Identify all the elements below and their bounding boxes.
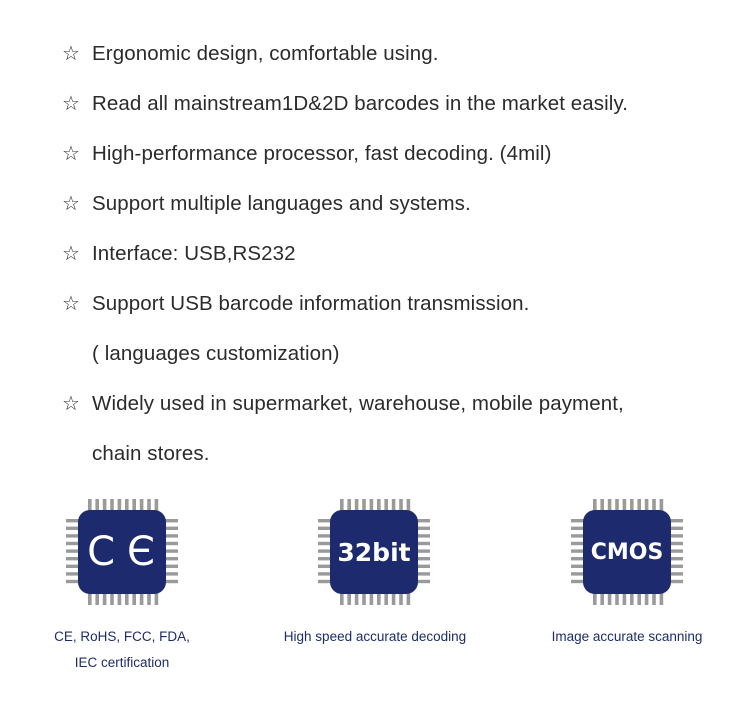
cmos-caption (532, 624, 722, 650)
32bit-caption (270, 624, 480, 650)
feature-text: Read all mainstream1D&2D barcodes in the market easily. (92, 92, 629, 115)
ce-caption (40, 624, 204, 676)
caption-line: High speed accurate decoding (283, 629, 467, 644)
feature-text: High-performance processor, fast decoding. (4mil) (92, 142, 552, 165)
feature-text: Support USB barcode information transmission. (92, 292, 530, 315)
feature-item (62, 240, 296, 268)
feature-text: ( languages customization) (92, 342, 340, 365)
star-icon: ☆ (62, 193, 81, 215)
star-icon: ☆ (62, 243, 81, 265)
feature-item (62, 40, 439, 68)
star-icon: ☆ (62, 93, 81, 115)
feature-item (62, 390, 624, 418)
feature-item (62, 90, 628, 118)
feature-text: Widely used in supermarket, warehouse, mobile payment, (92, 392, 624, 415)
feature-text: Interface: USB,RS232 (92, 242, 296, 265)
feature-item (62, 140, 552, 168)
feature-text: Support multiple languages and systems. (92, 192, 471, 215)
ce-chip-icon (62, 497, 182, 607)
star-icon: ☆ (62, 293, 81, 315)
star-icon: ☆ (62, 143, 81, 165)
feature-item (62, 190, 471, 218)
feature-item (62, 290, 529, 318)
caption-line: CE, RoHS, FCC, FDA, (54, 629, 190, 644)
caption-line: Image accurate scanning (551, 629, 703, 644)
chip-label: CMOS (590, 539, 664, 565)
cmos-chip-icon (567, 497, 687, 607)
feature-continuation (62, 440, 210, 468)
star-icon: ☆ (62, 43, 81, 65)
32bit-chip-icon (314, 497, 434, 607)
feature-continuation (62, 340, 340, 368)
star-icon: ☆ (62, 393, 81, 415)
caption-line: IEC certification (74, 655, 170, 670)
feature-text: Ergonomic design, comfortable using. (92, 42, 439, 65)
chip-label: 32bit (337, 537, 411, 567)
chip-label: C Є (87, 529, 157, 575)
feature-text: chain stores. (92, 442, 210, 465)
